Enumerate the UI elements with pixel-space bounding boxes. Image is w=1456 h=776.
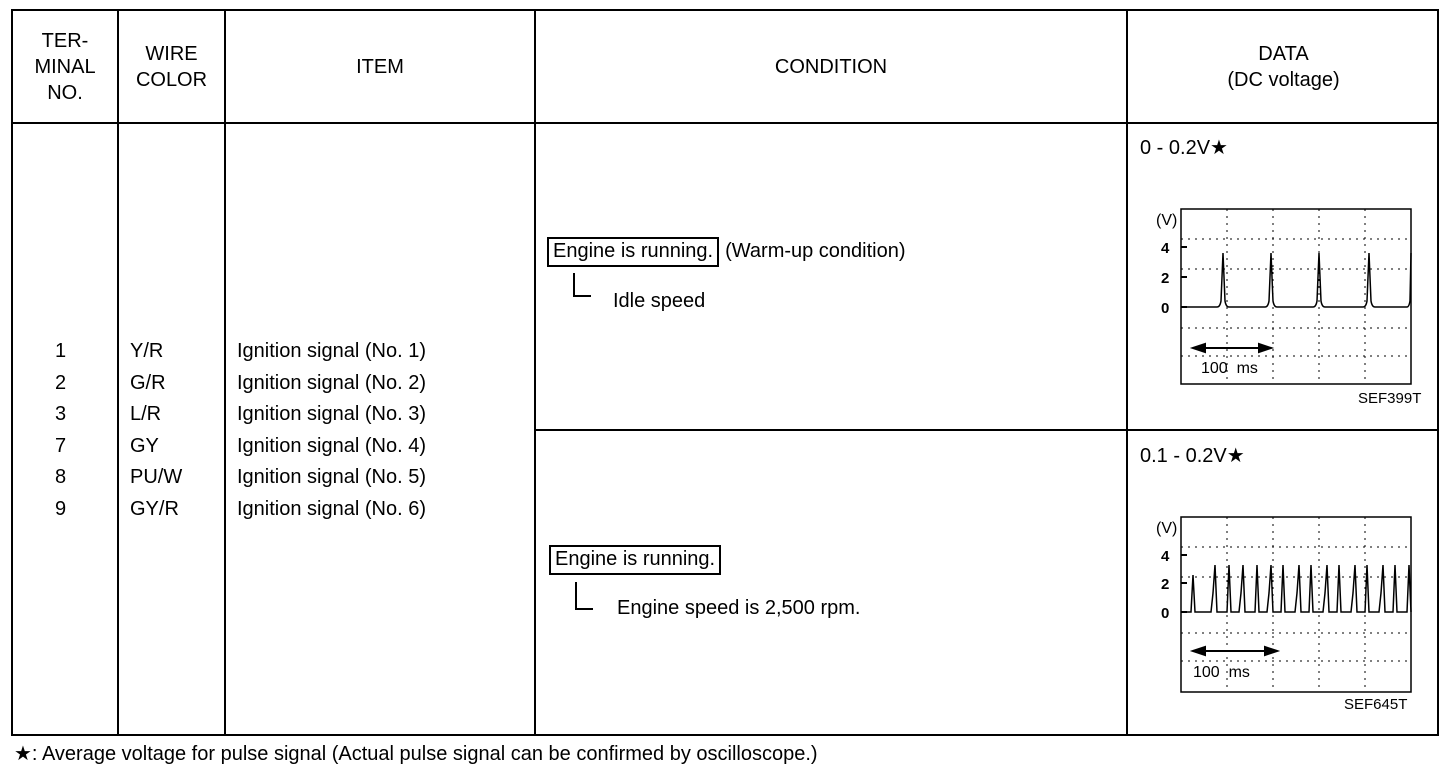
scope-tick-label: 2 [1161,270,1170,287]
oscilloscope-1 [1141,193,1431,393]
header-item: ITEM [356,55,404,78]
item-list: Ignition signal (No. 1) Ignition signal (No. 2) Ignition signal (No. 3) Ignition signal (No. 4) Ignition signal (No. 5) Ignition signal (No. 6) [237,340,426,520]
scope-tick-label: 4 [1161,548,1170,565]
scope-time-label: 100 ms [1193,664,1250,681]
condition-1-extra: (Warm-up condition) [725,240,906,262]
scope-tick-label: 2 [1161,576,1170,593]
scope-unit: (V) [1156,520,1178,537]
data-value-2: 0.1 - 0.2V★ [1140,445,1245,467]
condition-1-state: Engine is running. [547,237,719,267]
condition-2 [549,545,721,575]
header-condition: CONDITION [774,55,888,78]
scope-time-arrow [1193,344,1271,352]
signal-table [11,9,1439,736]
figure-code-2: SEF645T [1344,696,1408,713]
wire-colors: Y/R G/R L/R GY PU/W GY/R [130,340,183,520]
header-divider [13,122,1437,124]
scope-time-arrow [1193,647,1277,655]
condition-1-detail: Idle speed [613,290,706,312]
bracket-connector [575,582,593,610]
scope-grid [1181,209,1411,384]
condition-1 [547,237,906,267]
scope-tick-label: 4 [1161,240,1170,257]
scope-ticks [1181,247,1187,307]
bracket-connector [573,273,591,297]
scope-frame [1181,209,1411,384]
header-wire-color: WIRE COLOR [135,42,208,91]
header-data: DATA (DC voltage) [1227,42,1340,91]
condition-2-detail: Engine speed is 2,500 rpm. [617,597,861,619]
header-terminal-no: TER- MINAL NO. [34,29,96,104]
scope-unit: (V) [1156,212,1178,229]
scope-ticks [1181,555,1187,612]
scope-tick-label: 0 [1161,605,1170,622]
footnote: ★: Average voltage for pulse signal (Actual pulse signal can be confirmed by oscilloscope.) [14,743,818,765]
oscilloscope-2 [1141,501,1431,701]
scope-tick-label: 0 [1161,300,1170,317]
data-value-1: 0 - 0.2V★ [1140,137,1228,159]
terminal-numbers: 1 2 3 7 8 9 [55,340,67,520]
scope-time-label: 100 ms [1201,360,1258,377]
scope-waveform [1181,253,1411,307]
row-divider [535,429,1437,431]
figure-code-1: SEF399T [1358,390,1422,407]
scope-waveform [1181,565,1411,612]
condition-2-state: Engine is running. [549,545,721,575]
